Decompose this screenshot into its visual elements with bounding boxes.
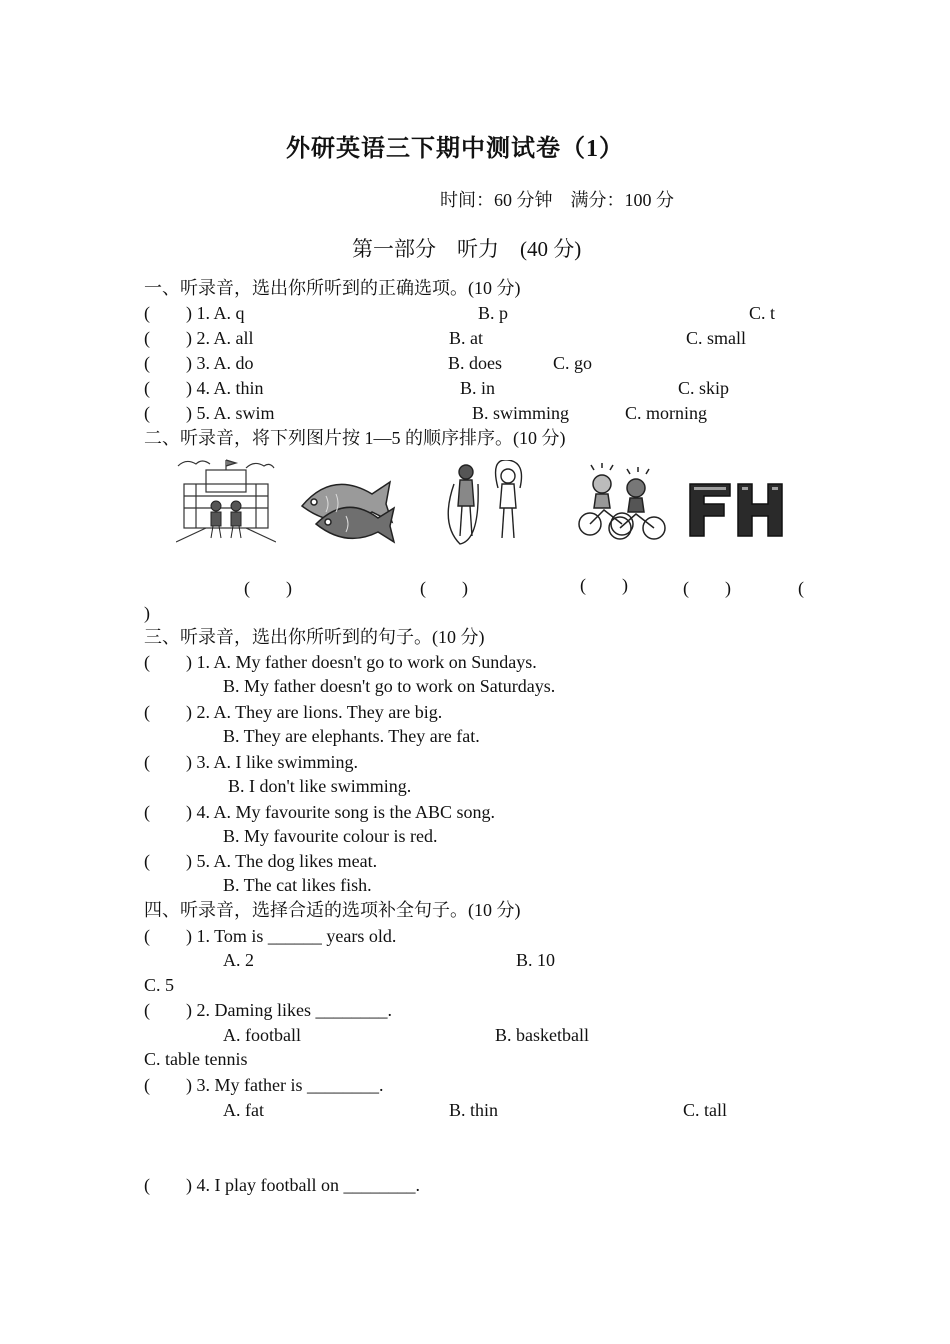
s1-q2: ( ) 2. A. all — [144, 328, 254, 348]
s4-q2: ( ) 2. Daming likes ________. — [144, 1000, 392, 1020]
picture-blank-1[interactable]: ( ) — [244, 578, 292, 598]
s1-q1: ( ) 1. A. q — [144, 303, 245, 323]
s1-q2-c: C. small — [686, 328, 747, 348]
s1-q2-b: B. at — [449, 328, 483, 348]
s1-q4-c: C. skip — [678, 378, 730, 398]
s4-q3-a: A. fat — [223, 1100, 264, 1120]
picture-blank-4[interactable]: ( ) — [683, 578, 731, 598]
section1-heading: 一、听录音，选出你所听到的正确选项。(10 分) — [144, 278, 521, 298]
s3-q3-a: ( ) 3. A. I like swimming. — [144, 752, 358, 772]
s4-q2-c: C. table tennis — [144, 1049, 248, 1069]
s3-q2-b: B. They are elephants. They are fat. — [223, 726, 480, 746]
s4-q2-a: A. football — [223, 1025, 301, 1045]
s4-q3: ( ) 3. My father is ________. — [144, 1075, 384, 1095]
s1-q4: ( ) 4. A. thin — [144, 378, 264, 398]
s4-q1-a: A. 2 — [223, 950, 254, 970]
s4-q2-b: B. basketball — [495, 1025, 589, 1045]
picture-blank-3[interactable]: ( ) — [580, 575, 628, 595]
part1-title: 第一部分 听力 (40 分) — [352, 237, 582, 261]
s4-q1: ( ) 1. Tom is ______ years old. — [144, 926, 397, 946]
s4-q1-c: C. 5 — [144, 975, 175, 995]
s1-q5: ( ) 5. A. swim — [144, 403, 275, 423]
picture-blank-2[interactable]: ( ) — [420, 578, 468, 598]
s4-q4: ( ) 4. I play football on ________. — [144, 1175, 420, 1195]
s1-q1-c: C. t — [749, 303, 776, 323]
s3-q1-b: B. My father doesn't go to work on Saturdays. — [223, 676, 556, 696]
s1-q3-b: B. does — [448, 353, 502, 373]
section4-heading: 四、听录音，选择合适的选项补全句子。(10 分) — [144, 900, 521, 920]
s4-q3-c: C. tall — [683, 1100, 727, 1120]
s1-q1-b: B. p — [478, 303, 509, 323]
section3-heading: 三、听录音，选出你所听到的句子。(10 分) — [144, 627, 485, 647]
s4-q1-b: B. 10 — [516, 950, 556, 970]
s3-q3-b: B. I don't like swimming. — [228, 776, 412, 796]
s1-q5-c: C. morning — [625, 403, 708, 423]
s3-q4-b: B. My favourite colour is red. — [223, 826, 438, 846]
s1-q3: ( ) 3. A. do — [144, 353, 254, 373]
s1-q5-b: B. swimming — [472, 403, 570, 423]
exam-meta: 时间：60 分钟 满分：100 分 — [440, 190, 674, 210]
picture-blank-5[interactable]: ( — [798, 578, 804, 598]
fish-picture — [296, 466, 400, 546]
s3-q4-a: ( ) 4. A. My favourite song is the ABC song. — [144, 802, 495, 822]
section2-heading: 二、听录音，将下列图片按 1—5 的顺序排序。(10 分) — [144, 428, 566, 448]
bikes-picture — [576, 462, 668, 546]
s1-q4-b: B. in — [460, 378, 496, 398]
picture-blank-5-close: ) — [144, 603, 150, 623]
s1-q3-c: C. go — [553, 353, 593, 373]
school-gate-picture — [176, 456, 276, 544]
s3-q1-a: ( ) 1. A. My father doesn't go to work on Sundays. — [144, 652, 537, 672]
letters-picture — [684, 476, 790, 542]
s3-q2-a: ( ) 2. A. They are lions. They are big. — [144, 702, 443, 722]
page-title: 外研英语三下期中测试卷（1） — [286, 136, 624, 162]
s3-q5-b: B. The cat likes fish. — [223, 875, 372, 895]
s3-q5-a: ( ) 5. A. The dog likes meat. — [144, 851, 378, 871]
s4-q3-b: B. thin — [449, 1100, 499, 1120]
jump-rope-picture — [440, 460, 530, 548]
